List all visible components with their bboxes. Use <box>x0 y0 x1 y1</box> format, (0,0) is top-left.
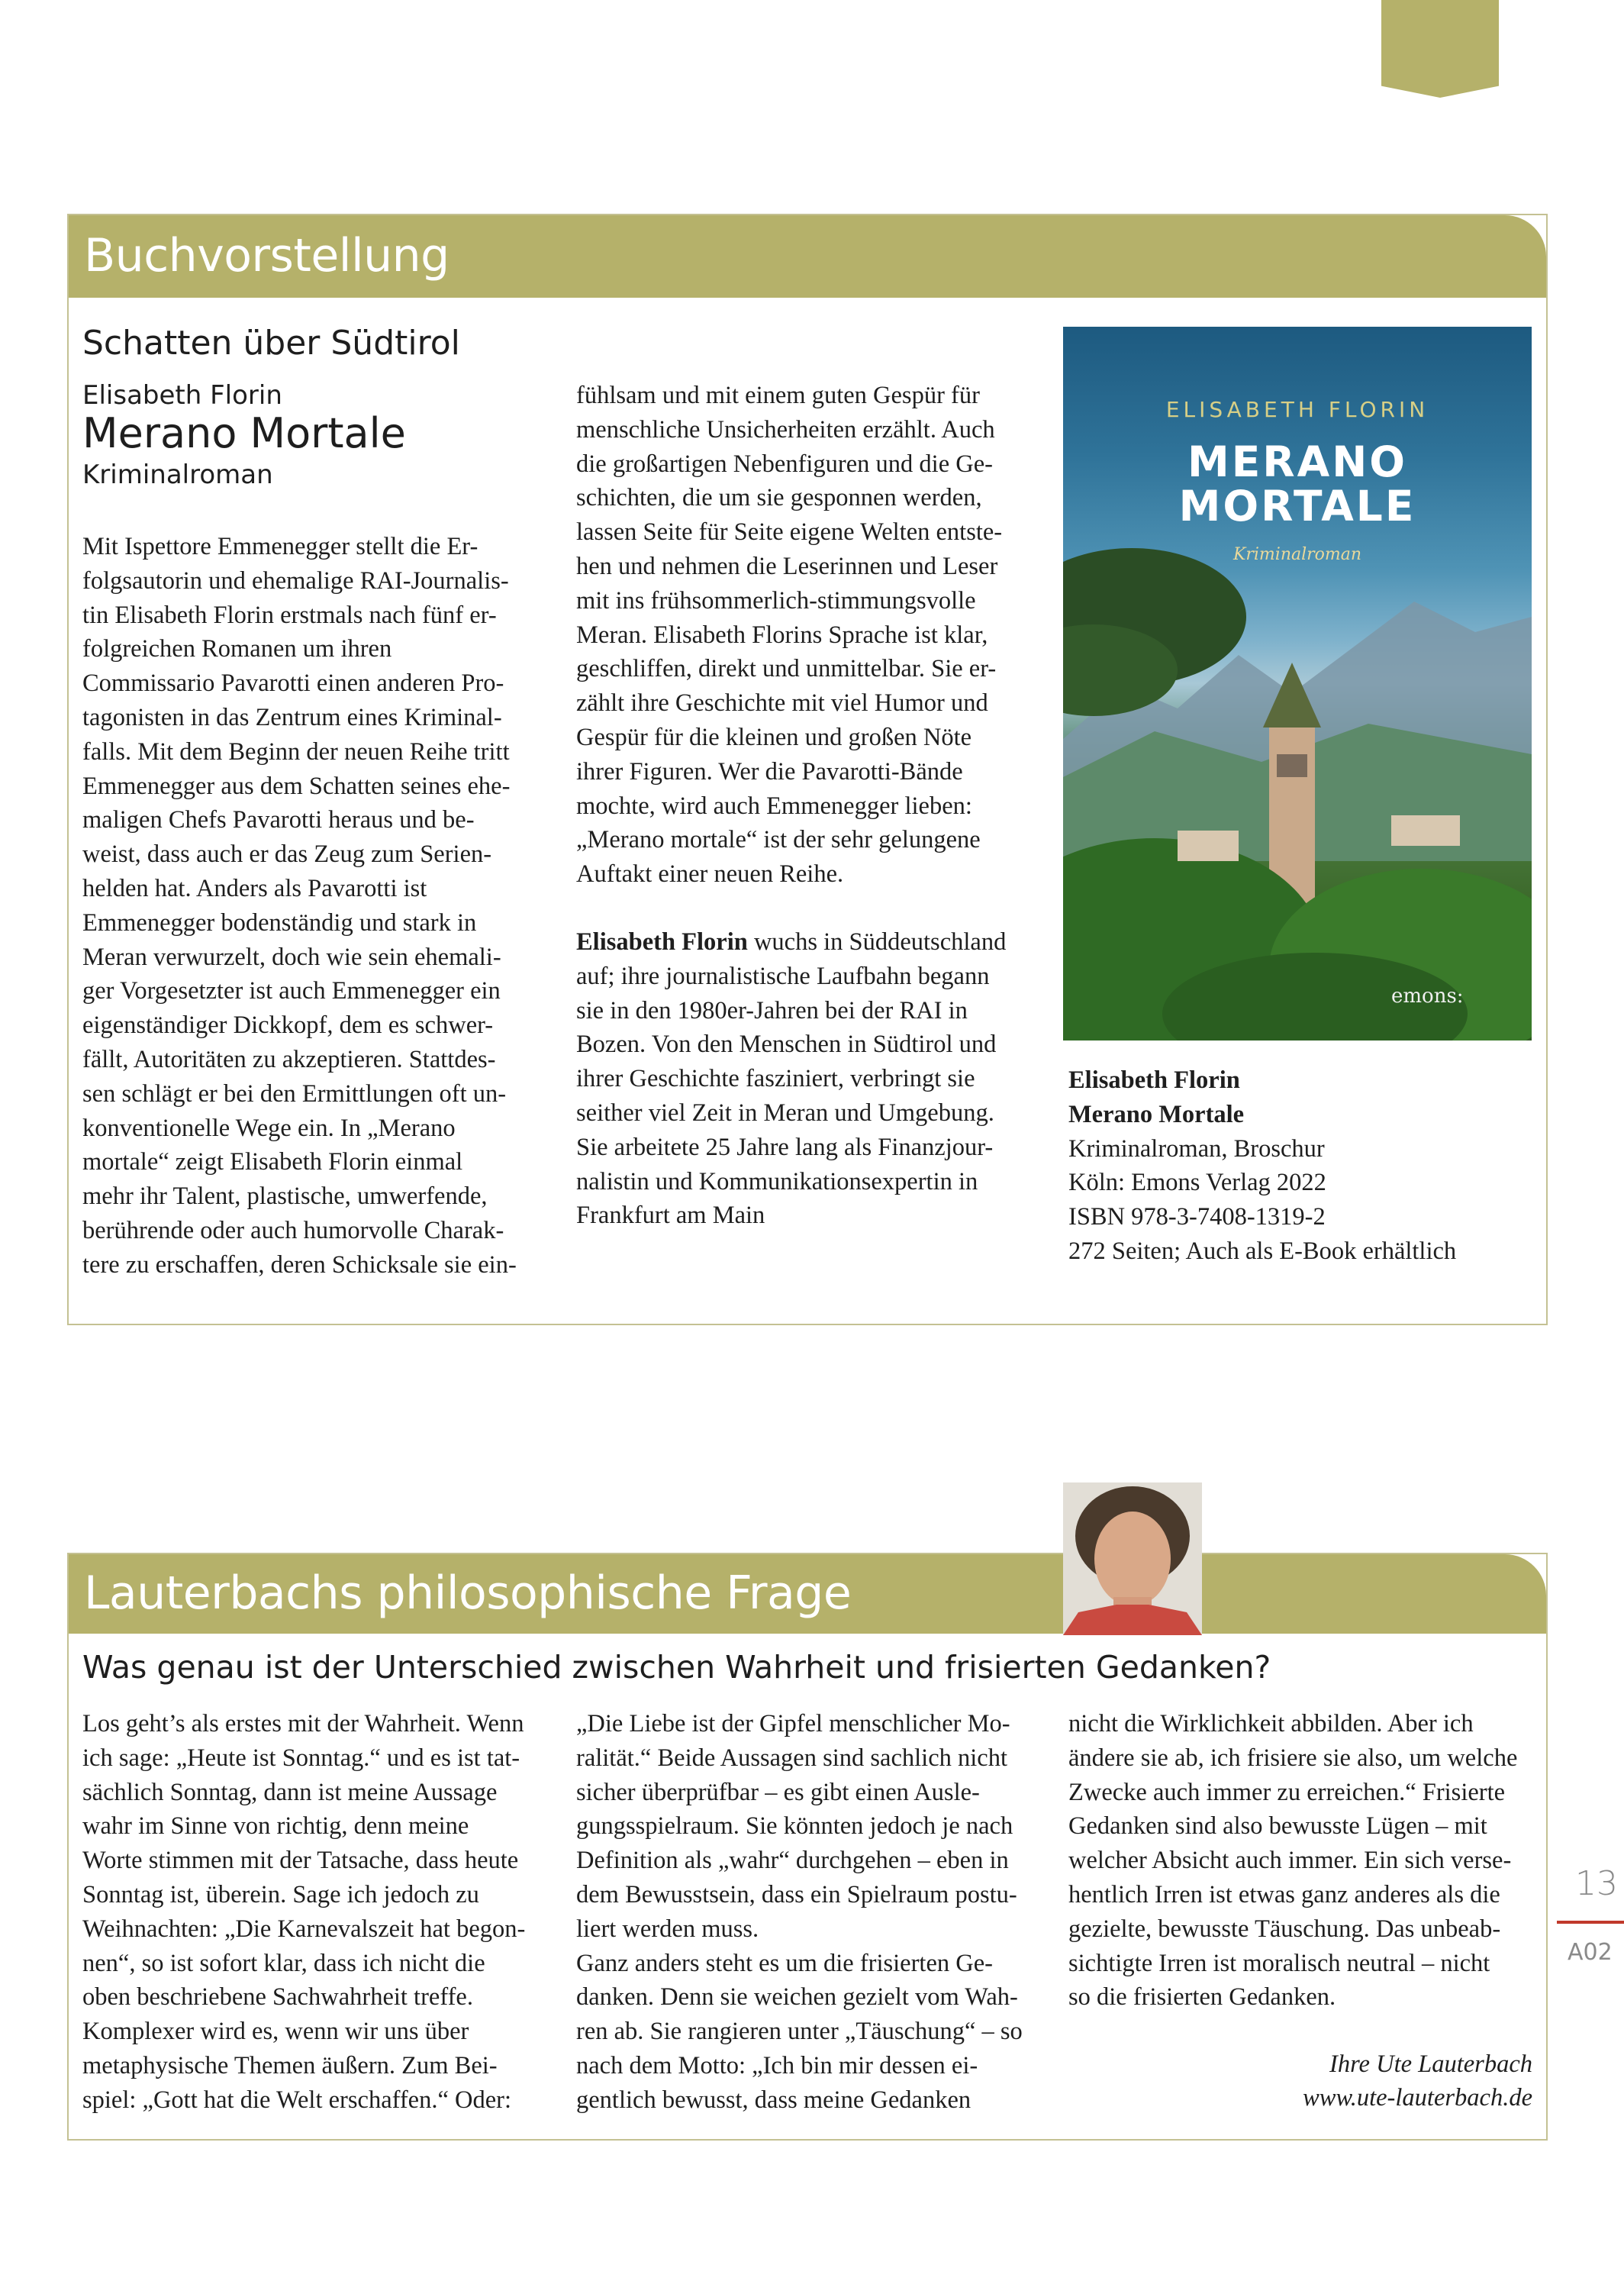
philosophy-question: Was genau ist der Unterschied zwischen Wahrheit und frisierten Gedanken? <box>82 1649 1271 1686</box>
text-line: dem Bewusstsein, dass ein Spielraum postu- <box>576 1880 1017 1908</box>
text-line: Auftakt einer neuen Reihe. <box>576 860 844 889</box>
text-line: folgreichen Romanen um ihren <box>82 635 392 663</box>
text-line: Mit Ispettore Emmenegger stellt die Er- <box>82 533 478 560</box>
text-line: Komplexer wird es, wenn wir uns über <box>82 2018 469 2046</box>
text-line: Kriminalroman, Broschur <box>1068 1134 1325 1163</box>
philosophy-header-band <box>69 1554 1546 1634</box>
text-line: sie in den 1980er-Jahren bei der RAI in <box>576 996 968 1024</box>
book-author: Elisabeth Florin <box>82 380 282 411</box>
text-line: ISBN 978-3-7408-1319-2 <box>1068 1203 1326 1231</box>
text-line: hentlich Irren ist etwas ganz anderes als die <box>1068 1880 1500 1908</box>
text-line: nach dem Motto: „Ich bin mir dessen ei- <box>576 2051 978 2079</box>
text-line: schichten, die um sie gesponnen werden, <box>576 484 982 512</box>
text-line: sicher überprüfbar – es gibt einen Ausle- <box>576 1778 980 1806</box>
text-line: liert werden muss. <box>576 1915 759 1943</box>
text-line: sen schlägt er bei den Ermittlungen oft un- <box>82 1079 507 1108</box>
text-line: gezielte, bewusste Täuschung. Das unbeab- <box>1068 1915 1501 1943</box>
text-line: hen und nehmen die Leserinnen und Leser <box>576 552 998 580</box>
book-review-heading: Buchvorstellung <box>84 229 450 282</box>
text-line: Ganz anders steht es um die frisierten Ge- <box>576 1949 993 1977</box>
text-line: mochte, wird auch Emmenegger lieben: <box>576 792 972 820</box>
page-code: A02 <box>1568 1939 1613 1966</box>
text-line: gungsspielraum. Sie könnten jedoch je nach <box>576 1812 1013 1841</box>
text-line: Definition als „wahr“ durchgehen – eben in <box>576 1847 1009 1875</box>
text-line: ihrer Figuren. Wer die Pavarotti-Bände <box>576 757 963 786</box>
text-line: gentlich bewusst, dass meine Gedanken <box>576 2086 972 2114</box>
text-line: ralität.“ Beide Aussagen sind sachlich nicht <box>576 1744 1007 1772</box>
text-line: konventionelle Wege ein. In „Merano <box>82 1114 456 1142</box>
text-line: lassen Seite für Seite eigene Welten entste- <box>576 518 1003 547</box>
text-line: ändere sie ab, ich frisiere sie also, um welche <box>1068 1744 1518 1772</box>
author-bio-name: Elisabeth Florin <box>576 928 748 956</box>
philosophy-column-2 <box>576 1707 1023 2118</box>
text-line: wahr im Sinne von richtig, denn meine <box>82 1812 469 1841</box>
text-line: ger Vorgesetzter ist auch Emmenegger ein <box>82 977 501 1005</box>
book-info-title: Merano Mortale <box>1068 1100 1245 1128</box>
text-line: geschliffen, direkt und unmittelbar. Sie er- <box>576 655 997 683</box>
text-line: fällt, Autoritäten zu akzeptieren. Stattdes- <box>82 1045 496 1073</box>
text-line: ihrer Geschichte fasziniert, verbringt sie <box>576 1065 975 1093</box>
cover-publisher: emons: <box>1391 985 1464 1008</box>
text-line: Bozen. Von den Menschen in Südtirol und <box>576 1031 997 1059</box>
text-line: sächlich Sonntag, dann ist meine Aussage <box>82 1778 498 1806</box>
signature: Ihre Ute Lauterbach <box>1329 2050 1532 2078</box>
philosophy-heading: Lauterbachs philosophische Frage <box>84 1566 852 1620</box>
text-line: ren ab. Sie rangieren unter „Täuschung“ – so <box>576 2018 1023 2046</box>
text-line: zählt ihre Geschichte mit viel Humor und <box>576 689 988 718</box>
text-line: tagonisten in das Zentrum eines Kriminal- <box>82 703 502 731</box>
book-cover-image <box>1063 327 1532 1040</box>
book-subtitle: Schatten über Südtirol <box>82 324 460 363</box>
text-line: Worte stimmen mit der Tatsache, dass heute <box>82 1847 519 1875</box>
text-line: tin Elisabeth Florin erstmals nach fünf er- <box>82 601 497 629</box>
page-marker-line <box>1557 1921 1624 1924</box>
text-line: sichtigte Irren ist moralisch neutral – nicht <box>1068 1949 1490 1977</box>
text-line: Gedanken sind also bewusste Lügen – mit <box>1068 1812 1487 1841</box>
text-line: nalistin und Kommunikationsexpertin in <box>576 1167 978 1195</box>
text-line: tere zu erschaffen, deren Schicksale sie ein- <box>82 1250 517 1279</box>
cover-subtitle: Kriminalroman <box>1232 545 1362 564</box>
page-number: 13 <box>1575 1864 1618 1903</box>
text-line: mortale“ zeigt Elisabeth Florin einmal <box>82 1148 463 1176</box>
book-review-header-band <box>69 215 1546 298</box>
text-line: welcher Absicht auch immer. Ein sich verse- <box>1068 1847 1512 1875</box>
website[interactable]: www.ute-lauterbach.de <box>1303 2084 1532 2112</box>
philosophy-column-3 <box>1068 1707 1517 2015</box>
text-line: mehr ihr Talent, plastische, umwerfende, <box>82 1182 488 1211</box>
book-genre: Kriminalroman <box>82 460 273 490</box>
cover-title: MERANO MORTALE <box>1178 437 1416 531</box>
text-line: „Merano mortale“ ist der sehr gelungene <box>576 826 981 854</box>
text-line: ich sage: „Heute ist Sonntag.“ und es ist tat- <box>82 1744 520 1772</box>
book-text-column-2 <box>576 379 1002 892</box>
text-line: Frankfurt am Main <box>576 1202 765 1230</box>
text-line: Sie arbeitete 25 Jahre lang als Finanzjour- <box>576 1133 994 1161</box>
text-line: Emmenegger aus dem Schatten seines ehe- <box>82 772 511 800</box>
philosophy-column-1 <box>82 1707 525 2118</box>
book-title: Merano Mortale <box>82 409 406 457</box>
cover-author: ELISABETH FLORIN <box>1165 397 1429 422</box>
author-bio <box>576 925 1006 1233</box>
text-line: weist, dass auch er das Zeug zum Serien- <box>82 840 492 869</box>
text-line: danken. Denn sie weichen gezielt vom Wah- <box>576 1983 1018 2012</box>
book-text-column-1 <box>82 530 517 1282</box>
text-line: Gespür für die kleinen und großen Nöte <box>576 723 972 751</box>
book-info-author: Elisabeth Florin <box>1068 1066 1240 1094</box>
text-line: fühlsam und mit einem guten Gespür für <box>576 382 980 409</box>
text-line: Emmenegger bodenständig und stark in <box>82 908 477 937</box>
author-bio-first-line: Elisabeth Florin wuchs in Süddeutschland <box>576 928 1007 956</box>
text-line: Köln: Emons Verlag 2022 <box>1068 1169 1326 1197</box>
text-line: Commissario Pavarotti einen anderen Pro- <box>82 669 504 698</box>
text-line: nen“, so ist sofort klar, dass ich nicht die <box>82 1949 485 1977</box>
text-line: Zwecke auch immer zu erreichen.“ Frisierte <box>1068 1778 1506 1806</box>
top-corner-tab <box>1381 0 1499 98</box>
portrait-illustration <box>1063 1482 1202 1635</box>
text-line: berührende oder auch humorvolle Charak- <box>82 1216 504 1244</box>
text-line: mit ins frühsommerlich-stimmungsvolle <box>576 586 976 615</box>
text-line: Sonntag ist, überein. Sage ich jedoch zu <box>82 1880 479 1908</box>
text-line: „Die Liebe ist der Gipfel menschlicher Mo- <box>576 1710 1010 1737</box>
text-line: spiel: „Gott hat die Welt erschaffen.“ Oder: <box>82 2086 512 2114</box>
text-line: die großartigen Nebenfiguren und die Ge- <box>576 450 993 478</box>
text-line: seither viel Zeit in Meran und Umgebung. <box>576 1099 994 1127</box>
text-line: auf; ihre journalistische Laufbahn begann <box>576 962 990 990</box>
text-line: Meran. Elisabeth Florins Sprache ist klar, <box>576 621 988 649</box>
book-info <box>1068 1063 1456 1269</box>
text-line: eigenständiger Dickkopf, dem es schwer- <box>82 1011 494 1040</box>
text-line: Weihnachten: „Die Karnevalszeit hat begon- <box>82 1915 526 1943</box>
text-line: 272 Seiten; Auch als E-Book erhältlich <box>1068 1237 1457 1265</box>
author-portrait-photo <box>1063 1482 1202 1635</box>
text-line: metaphysische Themen äußern. Zum Bei- <box>82 2051 498 2079</box>
text-line: folgsautorin und ehemalige RAI-Journalis- <box>82 566 509 595</box>
text-line: so die frisierten Gedanken. <box>1068 1983 1336 2012</box>
text-line: nicht die Wirklichkeit abbilden. Aber ich <box>1068 1710 1474 1737</box>
text-line: helden hat. Anders als Pavarotti ist <box>82 874 427 902</box>
text-line: menschliche Unsicherheiten erzählt. Auch <box>576 415 995 444</box>
text-line: Meran verwurzelt, doch wie sein ehemali- <box>82 943 501 971</box>
text-line: Los geht’s als erstes mit der Wahrheit. Wenn <box>82 1710 524 1737</box>
cover-landscape-illustration <box>1063 327 1532 1040</box>
text-line: falls. Mit dem Beginn der neuen Reihe tritt <box>82 737 510 766</box>
text-line: maligen Chefs Pavarotti heraus und be- <box>82 806 475 834</box>
text-line: oben beschriebene Sachwahrheit treffe. <box>82 1983 473 2012</box>
